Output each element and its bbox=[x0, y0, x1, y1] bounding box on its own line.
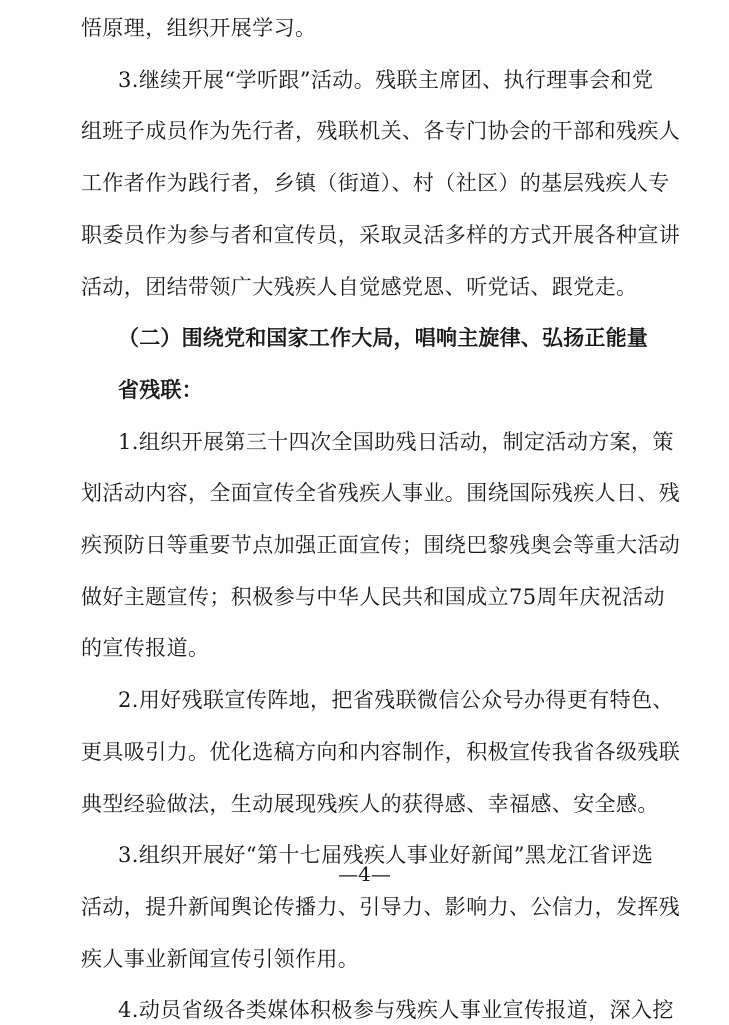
text-line: 工作者作为践行者，乡镇（街道）、村（社区）的基层残疾人专 bbox=[81, 171, 670, 195]
text-line: 4.动员省级各类媒体积极参与残疾人事业宣传报道，深入挖 bbox=[118, 998, 674, 1022]
text-line: 组班子成员作为先行者，残联机关、各专门协会的干部和残疾人 bbox=[81, 119, 681, 143]
text-line: 划活动内容，全面宣传全省残疾人事业。围绕国际残疾人日、残 bbox=[81, 481, 681, 505]
text-line: 疾人事业新闻宣传引领作用。 bbox=[81, 947, 360, 971]
text-line: 活动，提升新闻舆论传播力、引导力、影响力、公信力，发挥残 bbox=[81, 895, 681, 919]
text-line: 典型经验做法，生动展现残疾人的获得感、幸福感、安全感。 bbox=[81, 792, 659, 816]
text-line: 3.组织开展好“第十七届残疾人事业好新闻”黑龙江省评选 bbox=[118, 843, 654, 867]
text-line: 3.继续开展“学听跟”活动。残联主席团、执行理事会和党 bbox=[118, 68, 654, 92]
text-line: 更具吸引力。优化选稿方向和内容制作，积极宣传我省各级残联 bbox=[81, 740, 681, 764]
page-number: —4— bbox=[338, 862, 391, 886]
text-line: 的宣传报道。 bbox=[81, 636, 210, 660]
text-line: 职委员作为参与者和宣传员，采取灵活多样的方式开展各种宣讲 bbox=[81, 223, 681, 247]
text-line: 悟原理，组织开展学习。 bbox=[81, 16, 317, 40]
section-heading: （二）围绕党和国家工作大局，唱响主旋律、弘扬正能量 bbox=[118, 326, 648, 350]
text-line: 疾预防日等重要节点加强正面宣传；围绕巴黎残奥会等重大活动 bbox=[81, 533, 681, 557]
text-line: 1.组织开展第三十四次全国助残日活动，制定活动方案，策 bbox=[118, 430, 674, 454]
text-line: 活动，团结带领广大残疾人自觉感党恩、听党话、跟党走。 bbox=[81, 275, 638, 299]
text-line: 2.用好残联宣传阵地，把省残联微信公众号办得更有特色、 bbox=[118, 688, 674, 712]
text-line: 做好主题宣传；积极参与中华人民共和国成立75周年庆祝活动 bbox=[81, 585, 665, 609]
subsection-heading: 省残联： bbox=[118, 378, 203, 402]
